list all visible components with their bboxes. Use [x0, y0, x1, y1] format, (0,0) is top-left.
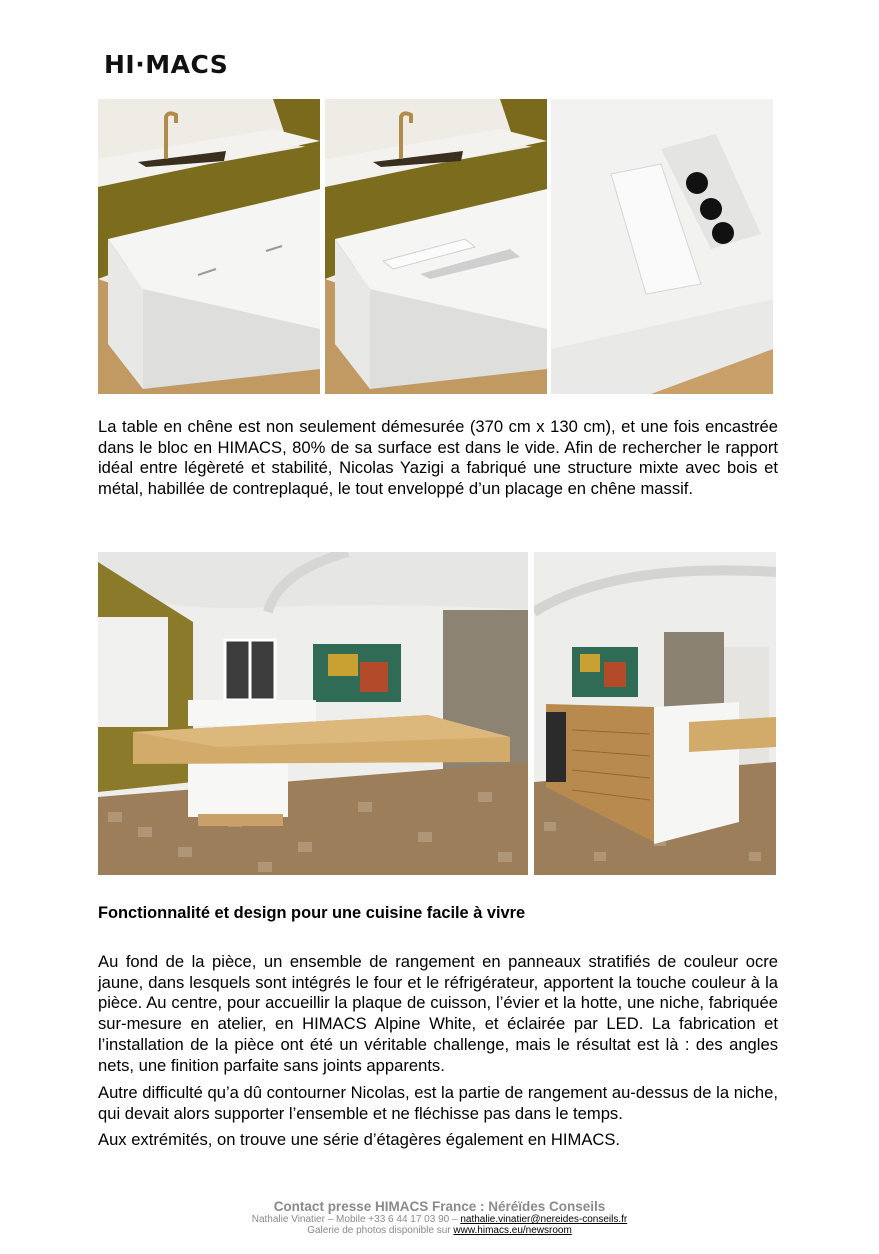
photo-outlets [551, 99, 773, 394]
himacs-logo: HI·MACS [104, 50, 229, 79]
footer-title: Contact presse HIMACS France : Néréïdes Conseils [273, 1199, 606, 1214]
paragraph-storage-description: Au fond de la pièce, un ensemble de rangement en panneaux stratifiés de couleur ocre jaune, dans lesquels sont intégrés le four et le réfrigérateur, apportent la touche couleur à la pièce. Au centre, pour accueillir la plaque de cuisson, l’évier et la hotte, une niche, fabriquée sur-mesure en atelier, en HIMACS Alpine White, et éclairée par LED. La fabrication et l’installation de la pièce ont été un véritable challenge, mais le résultat est là : des angles nets, une finition parfaite sans joints apparents. [98, 952, 778, 1075]
paragraph-shelves: Aux extrémités, on trouve une série d’étagères également en HIMACS. [98, 1130, 621, 1149]
paragraph-table-description: La table en chêne est non seulement démesurée (370 cm x 130 cm), et une fois encastrée dans le bloc en HIMACS, 80% de sa surface est dans le vide. Afin de rechercher le rapport idéal entre légèreté et stabilité, Nicolas Yazigi a fabriqué une structure mixte avec bois et métal, habillée de contreplaqué, le tout enveloppé d’un placage en chêne massif. [98, 417, 778, 499]
footer-gallery [0, 1225, 879, 1236]
photo-kitchen-side [534, 552, 776, 875]
footer [0, 1199, 879, 1236]
footer-contact-text: Nathalie Vinatier – Mobile +33 6 44 17 03 90 – [251, 1214, 461, 1225]
footer-gallery-text: Galerie de photos disponible sur [307, 1225, 454, 1236]
paragraph-niche-difficulty: Autre difficulté qu’a dû contourner Nicolas, est la partie de rangement au-dessus de la niche, qui devait alors supporter l’ensemble et ne fléchisse pas dans le temps. [98, 1083, 778, 1123]
section-heading: Fonctionnalité et design pour une cuisine facile à vivre [98, 904, 526, 922]
footer-contact [0, 1214, 879, 1225]
contact-email-link[interactable]: nathalie.vinatier@nereides-conseils.fr [460, 1214, 628, 1225]
photo-kitchen-wide [98, 552, 528, 875]
photo-countertop-closed [98, 99, 320, 394]
photo-countertop-open [325, 99, 547, 394]
newsroom-link[interactable]: www.himacs.eu/newsroom [453, 1225, 572, 1236]
